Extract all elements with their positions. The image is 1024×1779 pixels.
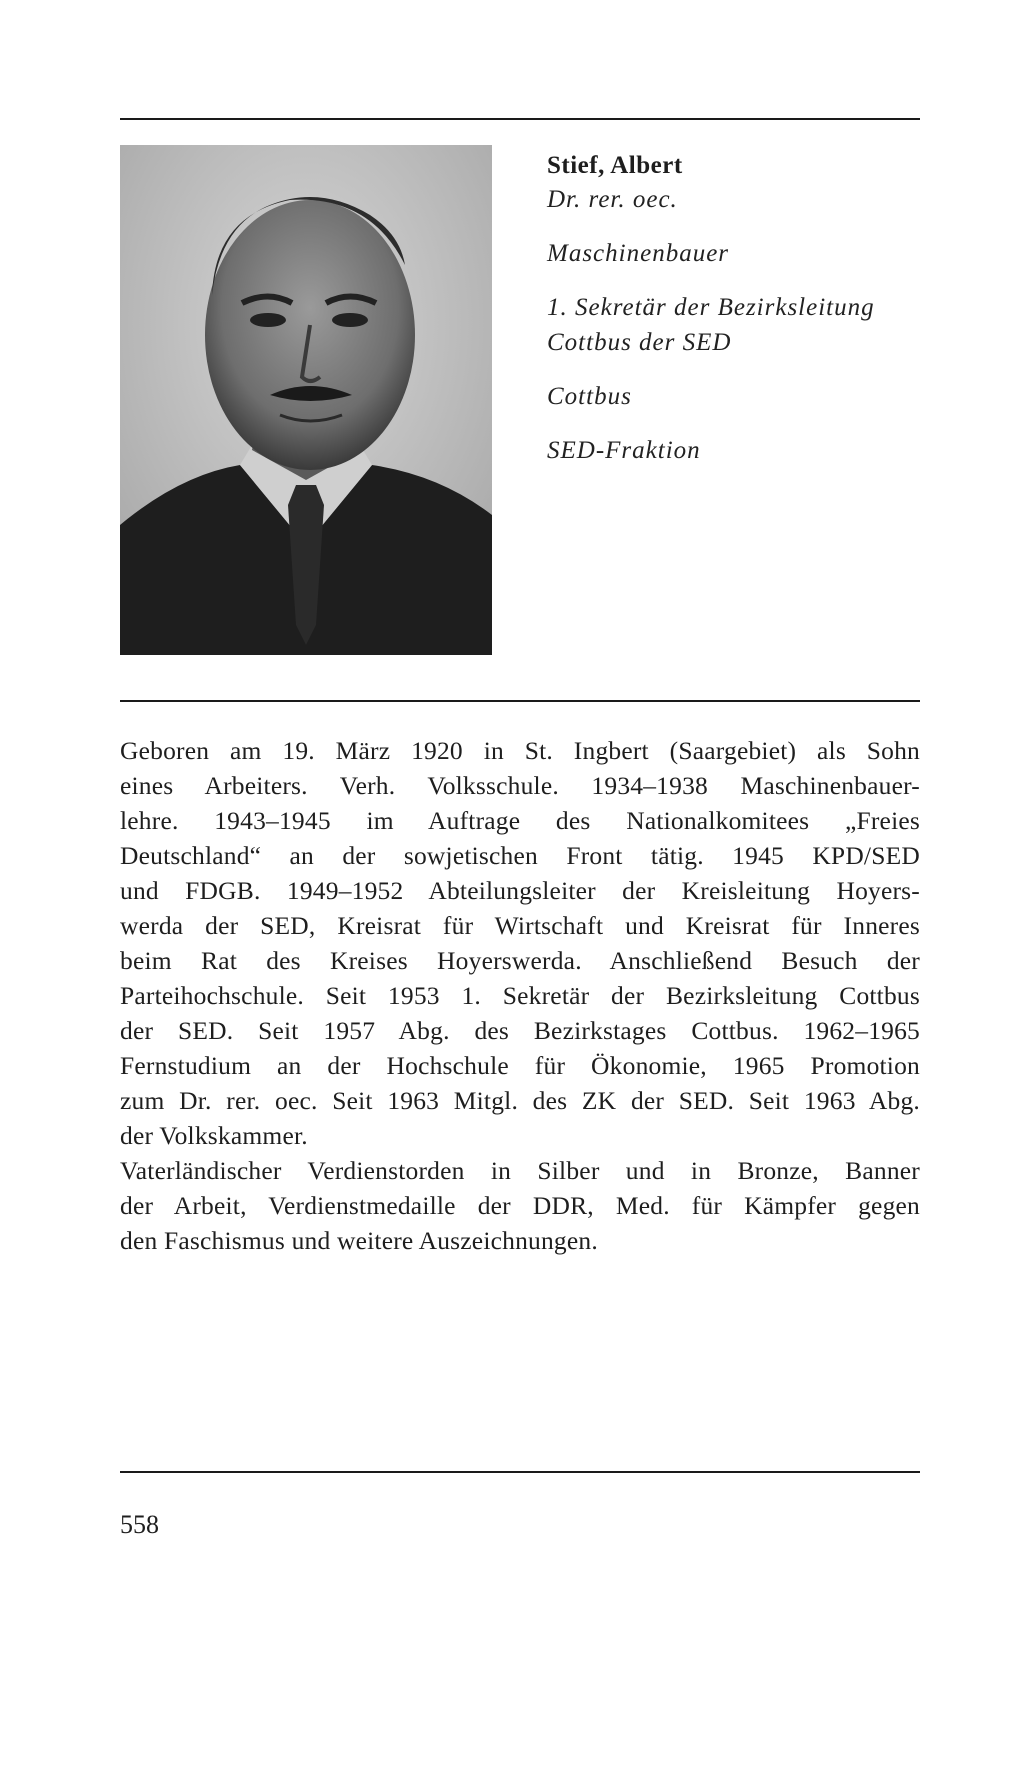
- bio-line: der SED. Seit 1957 Abg. des Bezirkstages Cottbus. 1962–1965: [120, 1016, 920, 1045]
- biography-text: [120, 733, 920, 1258]
- bio-line: Fernstudium an der Hochschule für Ökonomie, 1965 Promotion: [120, 1051, 920, 1080]
- constituency: Cottbus: [547, 383, 632, 410]
- bio-line: lehre. 1943–1945 im Auftrage des Nationalkomitees „Freies: [120, 806, 920, 835]
- bottom-rule: [120, 1471, 920, 1473]
- bio-line: Parteihochschule. Seit 1953 1. Sekretär der Bezirksleitung Cottbus: [120, 981, 920, 1010]
- awards-line: Vaterländischer Verdienstorden in Silber und in Bronze, Banner: [120, 1156, 920, 1185]
- middle-rule: [120, 700, 920, 702]
- faction: SED-Fraktion: [547, 437, 701, 464]
- bio-line: der Volkskammer.: [120, 1121, 308, 1150]
- bio-line: und FDGB. 1949–1952 Abteilungsleiter der Kreisleitung Hoyers-: [120, 876, 920, 905]
- bio-line: werda der SED, Kreisrat für Wirtschaft und Kreisrat für Inneres: [120, 911, 920, 940]
- position-line-1: 1. Sekretär der Bezirksleitung: [547, 294, 875, 321]
- entry-header: [547, 150, 907, 468]
- bio-line: Deutschland“ an der sowjetischen Front tätig. 1945 KPD/SED: [120, 841, 920, 870]
- academic-degree: Dr. rer. oec.: [547, 186, 678, 213]
- bio-line: Geboren am 19. März 1920 in St. Ingbert (Saargebiet) als Sohn: [120, 736, 920, 765]
- profession: Maschinenbauer: [547, 240, 730, 267]
- awards-line: der Arbeit, Verdienstmedaille der DDR, Med. für Kämpfer gegen: [120, 1191, 920, 1220]
- person-name: Stief, Albert: [547, 152, 683, 179]
- top-rule: [120, 118, 920, 120]
- position-line-2: Cottbus der SED: [547, 329, 732, 356]
- bio-line: eines Arbeiters. Verh. Volksschule. 1934–1938 Maschinenbauer-: [120, 771, 920, 800]
- awards-line: den Faschismus und weitere Auszeichnungen.: [120, 1226, 598, 1255]
- biography-paragraph: [120, 733, 920, 1153]
- portrait-photo: [120, 145, 492, 655]
- bio-line: zum Dr. rer. oec. Seit 1963 Mitgl. des ZK der SED. Seit 1963 Abg.: [120, 1086, 920, 1115]
- awards-paragraph: [120, 1153, 920, 1258]
- page-number: 558: [120, 1510, 159, 1539]
- bio-line: beim Rat des Kreises Hoyerswerda. Anschließend Besuch der: [120, 946, 920, 975]
